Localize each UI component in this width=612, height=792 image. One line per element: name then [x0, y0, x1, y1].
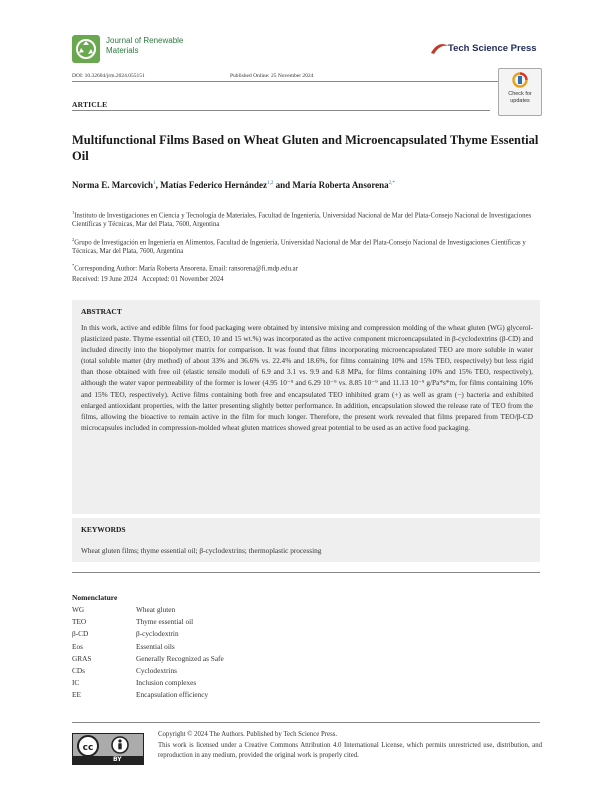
affiliation-sup: 2: [72, 237, 75, 242]
nomenclature-row: [72, 678, 372, 690]
author-list: Norma E. Marcovich$^1$, Matías Federico Hernández$^{1,2}$ and María Roberta Ansorena$^{2,*}$: [72, 180, 395, 190]
nomenclature-definition: Encapsulation efficiency: [136, 690, 209, 700]
recycle-icon: [72, 35, 100, 63]
affiliation-sup: 1: [72, 210, 75, 215]
copyright-line: Copyright © 2024 The Authors. Published by Tech Science Press.: [158, 731, 338, 738]
affiliation-text: Grupo de Investigación en Ingeniería en Alimentos, Facultad de Ingeniería, Universidad Nacional de Mar del Plata-Consejo Nacional de Investigaciones Científicas y Técnicas, Mar del Plata, 7600, Argentina: [72, 239, 526, 256]
article-type: ARTICLE: [72, 100, 108, 109]
cc-by-label: BY: [113, 756, 122, 763]
doi[interactable]: DOI: 10.32604/jrm.2024.055151: [72, 73, 145, 79]
keywords-heading: KEYWORDS: [81, 525, 126, 534]
publisher-name: Tech Science Press: [448, 43, 537, 54]
creative-commons-icon: [73, 734, 143, 764]
copyright-notice: [158, 730, 542, 762]
nomenclature-abbr: β-CD: [72, 629, 89, 639]
keywords-text: Wheat gluten films; thyme essential oil; β-cyclodextrins; thermoplastic processing: [81, 546, 322, 555]
affiliation-1: [72, 208, 542, 229]
corresponding-author: [72, 261, 542, 273]
author-name[interactable]: Norma E. Marcovich: [72, 180, 154, 190]
nomenclature-abbr: TEO: [72, 617, 87, 627]
nomenclature-row: [72, 666, 372, 678]
nomenclature-abbr: GRAS: [72, 653, 92, 663]
svg-text:cc: cc: [82, 743, 94, 753]
journal-logo: [72, 35, 100, 63]
received-accepted: Received: 19 June 2024 Accepted: 01 November 2024: [72, 276, 224, 283]
author-affil-sup[interactable]: 1,2: [267, 181, 274, 186]
header-divider: [72, 81, 540, 82]
nomenclature-abbr: CDs: [72, 666, 85, 675]
nomenclature-definition: Cyclodextrins: [136, 666, 177, 675]
published-date: Published Online: 25 November 2024: [230, 73, 314, 79]
corresponding-text[interactable]: Corresponding Author: María Roberta Ansorena. Email: ransorena@fi.mdp.edu.ar: [74, 265, 298, 273]
author-name[interactable]: María Roberta Ansorena: [292, 180, 389, 190]
nomenclature-row: [72, 642, 372, 654]
check-updates-label: Check for updates: [508, 91, 532, 104]
nomenclature-abbr: Eos: [72, 641, 83, 651]
paper-title: Multifunctional Films Based on Wheat Gluten and Microencapsulated Thyme Essential Oil: [72, 133, 539, 163]
publisher-logo: [430, 40, 542, 58]
nomenclature-row: [72, 629, 372, 641]
nomenclature-row: [72, 617, 372, 629]
check-for-updates-badge[interactable]: [498, 68, 542, 116]
nomenclature-definition: Thyme essential oil: [136, 617, 194, 627]
footer-divider: [72, 722, 540, 723]
nomenclature-heading: Nomenclature: [72, 593, 118, 602]
authors-connector: and: [275, 180, 291, 190]
nomenclature-abbr: EE: [72, 690, 81, 700]
swoosh-icon: [430, 42, 450, 56]
nomenclature-row: [72, 654, 372, 666]
nomenclature-row: [72, 605, 372, 617]
affiliation-2: [72, 235, 542, 256]
article-divider: [72, 110, 490, 111]
license-line[interactable]: This work is licensed under a Creative Commons Attribution 4.0 International License, which permits unrestricted use, distribution, and reproduction in any medium, provided the original work is properly cited.: [158, 741, 542, 759]
affiliation-text: Instituto de Investigaciones en Ciencia y Tecnología de Materiales, Facultad de Ingeniería, Universidad Nacional de Mar del Plata-Consejo Nacional de Investigaciones Científicas y Técnicas, Mar del Plata, 7600, Argentina: [72, 212, 532, 229]
nomenclature-abbr: WG: [72, 605, 85, 614]
keywords-box: [72, 518, 540, 562]
author-name[interactable]: Matías Federico Hernández: [160, 180, 268, 190]
journal-name: Journal of Renewable Materials: [106, 36, 184, 55]
crossmark-icon: [512, 72, 528, 88]
section-divider: [72, 572, 540, 573]
nomenclature-row: [72, 690, 372, 702]
abstract-heading: ABSTRACT: [81, 307, 122, 316]
nomenclature-definition: Wheat gluten: [136, 605, 176, 614]
nomenclature-definition: β-cyclodextrin: [136, 629, 179, 639]
nomenclature-abbr: IC: [72, 678, 80, 688]
nomenclature-definition: Generally Recognized as Safe: [136, 653, 224, 663]
nomenclature-definition: Inclusion complexes: [136, 678, 197, 688]
author-affil-sup[interactable]: 1: [153, 181, 156, 186]
affiliation-sup: *: [72, 263, 75, 268]
nomenclature-definition: Essential oils: [136, 641, 175, 651]
cc-by-license-badge[interactable]: [72, 733, 144, 765]
author-affil-sup[interactable]: 2,*: [388, 181, 395, 186]
abstract-text: In this work, active and edible films for food packaging were obtained by intensive mixing and compression molding of the wheat gluten (WG) glycerol-plasticized paste. Thyme essential oil (TEO, 10 and 15 wt.%) was incorporated as the active component microencapsulated in β-cyclodextrins (β-CD) and included directly into the biopolymer matrix for comparison. It was found that films incorporating microencapsulated TEO are more soluble in water (total soluble matter (dry method) of about 33% and 36.6% vs. 22.4% and 18.6%, for films containing 10% and 15% TEO, respectively) but less rigid than those obtained with free oil (elastic tensile moduli of 6.9 and 3.1 vs. 9.9 and 6.8 MPa, for films containing 10% and 15% TEO, respectively), although the water vapor permeability of the former is lower (4.95 10⁻⁹ and 6.29 10⁻⁹ vs. 8.85 10⁻⁹ and 11.13 10⁻⁹ g/Pa*s*m, for films containing 10% and 15% TEO, respectively). Active films containing both free and encapsulated TEO inhibited gram (+) as well as gram (−) bacteria and exhibited enlarged antioxidant properties, with the latter presenting slightly better performance. In addition, encapsulation slowed the release rate of TEO from the films, allowing the bioactive to remain active in the film for much longer. Therefore, the present work revealed that films prepared from TEO/β-CD microcapsules included in compression-molded wheat gluten matrices showed great potential to be used as an active food packaging.: [81, 323, 533, 432]
